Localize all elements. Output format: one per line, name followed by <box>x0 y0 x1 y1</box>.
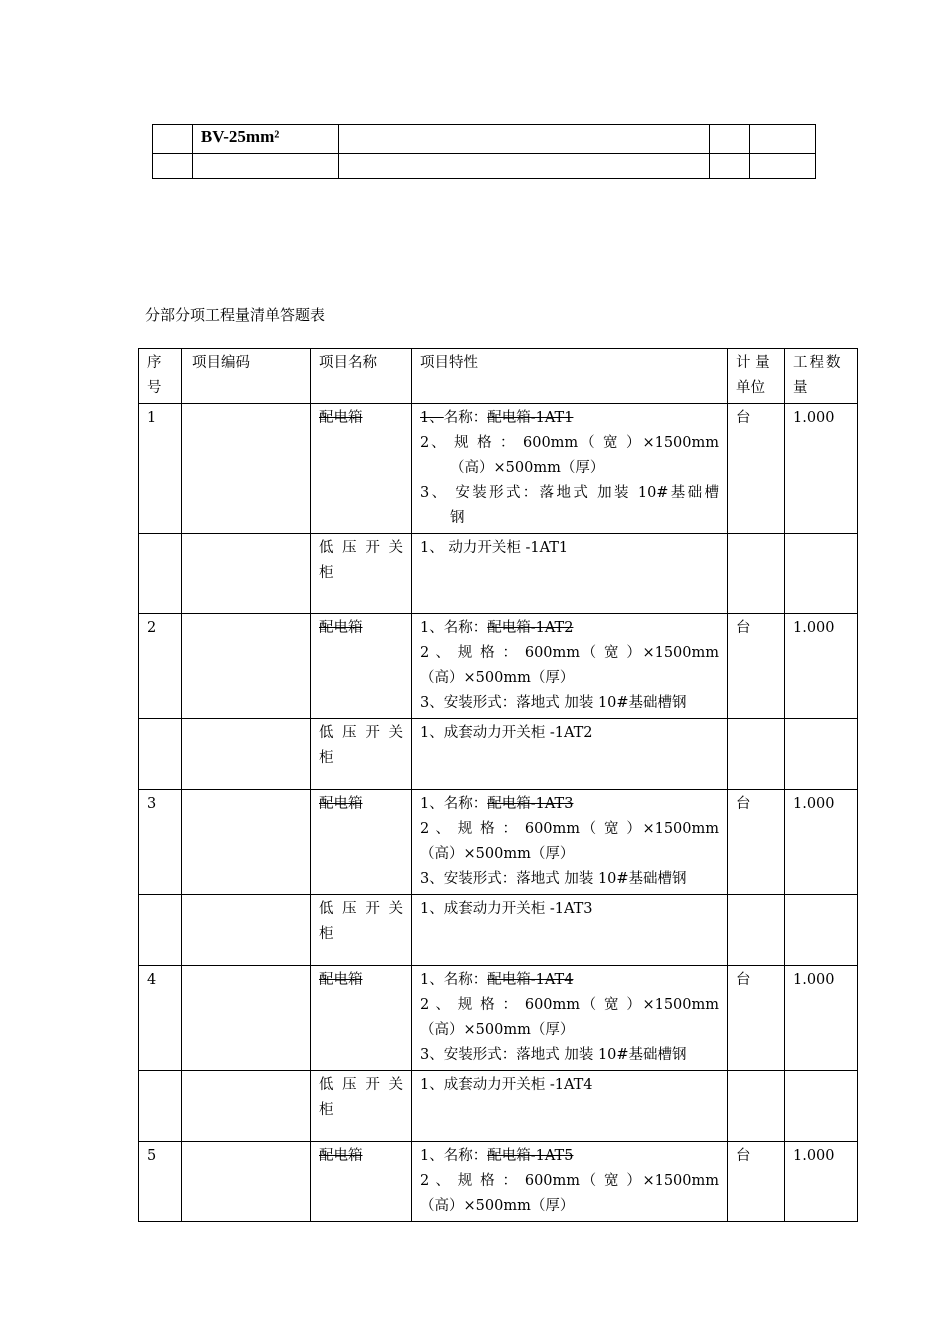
unit-cell <box>728 534 785 614</box>
name-cell: 低 压 开 关 柜 <box>311 895 412 966</box>
unit-cell: 台 <box>728 1142 785 1222</box>
unit-cell: 台 <box>728 404 785 534</box>
unit-cell: 台 <box>728 790 785 895</box>
table-row <box>139 895 858 966</box>
seq-cell: 4 <box>139 966 182 1071</box>
qty-cell: 1.000 <box>785 1142 858 1222</box>
unit-cell <box>728 1071 785 1142</box>
table-row <box>139 614 858 719</box>
table-row <box>139 1071 858 1142</box>
section-title: 分部分项工程量清单答题表 <box>145 306 326 324</box>
header-feature: 项目特性 <box>412 349 728 404</box>
code-cell <box>182 1071 311 1142</box>
name-cell: 配电箱 <box>311 614 412 719</box>
qty-cell: 1.000 <box>785 404 858 534</box>
table-row <box>139 1142 858 1222</box>
feature-cell: 1、 动力开关柜 -1AT1 <box>412 534 728 614</box>
name-cell: 低 压 开 关 柜 <box>311 719 412 790</box>
qty-cell <box>785 1071 858 1142</box>
table-row <box>139 719 858 790</box>
name-cell: 配电箱 <box>311 790 412 895</box>
table-row <box>139 534 858 614</box>
table-cell <box>153 125 193 154</box>
feature-cell: 1、名称：配电箱-1AT2 2 、 规 格 ： 600mm（ 宽 ）×1500mm （高）×500mm（厚） 3、安装形式：落地式 加装 10#基础槽钢 <box>412 614 728 719</box>
table-cell <box>750 154 816 179</box>
code-cell <box>182 404 311 534</box>
seq-cell: 2 <box>139 614 182 719</box>
unit-cell: 台 <box>728 966 785 1071</box>
code-cell <box>182 1142 311 1222</box>
seq-cell <box>139 1071 182 1142</box>
table-cell <box>750 125 816 154</box>
header-row <box>139 349 858 404</box>
seq-cell <box>139 719 182 790</box>
table-row <box>139 966 858 1071</box>
name-cell: 配电箱 <box>311 1142 412 1222</box>
table-cell: BV-25mm² <box>192 125 338 154</box>
table-row <box>153 154 816 179</box>
feature-cell: 1、名称：配电箱-1AT3 2 、 规 格 ： 600mm（ 宽 ）×1500mm （高）×500mm（厚） 3、安装形式：落地式 加装 10#基础槽钢 <box>412 790 728 895</box>
qty-cell <box>785 534 858 614</box>
header-unit: 计 量 单位 <box>728 349 785 404</box>
seq-cell <box>139 895 182 966</box>
code-cell <box>182 614 311 719</box>
table-cell <box>710 125 750 154</box>
qty-cell <box>785 719 858 790</box>
code-cell <box>182 534 311 614</box>
seq-cell: 3 <box>139 790 182 895</box>
top-fragment-table <box>152 124 816 179</box>
code-cell <box>182 895 311 966</box>
seq-cell: 5 <box>139 1142 182 1222</box>
feature-cell: 1、名称：配电箱-1AT1 2、 规 格 ： 600mm（ 宽 ）×1500mm （高）×500mm（厚） 3、 安装形式：落地式 加装 10#基础槽 钢 <box>412 404 728 534</box>
header-code: 项目编码 <box>182 349 311 404</box>
code-cell <box>182 966 311 1071</box>
unit-cell <box>728 895 785 966</box>
table-cell <box>338 125 709 154</box>
header-qty: 工程数 量 <box>785 349 858 404</box>
name-cell: 配电箱 <box>311 404 412 534</box>
header-seq: 序 号 <box>139 349 182 404</box>
table-cell <box>710 154 750 179</box>
table-row <box>153 125 816 154</box>
qty-cell <box>785 895 858 966</box>
unit-cell: 台 <box>728 614 785 719</box>
name-cell: 配电箱 <box>311 966 412 1071</box>
seq-cell <box>139 534 182 614</box>
code-cell <box>182 719 311 790</box>
feature-cell: 1、成套动力开关柜 -1AT4 <box>412 1071 728 1142</box>
qty-cell: 1.000 <box>785 966 858 1071</box>
table-row <box>139 790 858 895</box>
table-row <box>139 404 858 534</box>
name-cell: 低 压 开 关 柜 <box>311 534 412 614</box>
feature-cell: 1、成套动力开关柜 -1AT2 <box>412 719 728 790</box>
name-cell: 低 压 开 关 柜 <box>311 1071 412 1142</box>
unit-cell <box>728 719 785 790</box>
bill-of-quantities-table <box>138 348 858 1222</box>
seq-cell: 1 <box>139 404 182 534</box>
feature-cell: 1、成套动力开关柜 -1AT3 <box>412 895 728 966</box>
feature-cell: 1、名称：配电箱-1AT4 2 、 规 格 ： 600mm（ 宽 ）×1500mm （高）×500mm（厚） 3、安装形式：落地式 加装 10#基础槽钢 <box>412 966 728 1071</box>
code-cell <box>182 790 311 895</box>
feature-cell: 1、名称：配电箱-1AT5 2 、 规 格 ： 600mm（ 宽 ）×1500mm （高）×500mm（厚） <box>412 1142 728 1222</box>
table-cell <box>153 154 193 179</box>
header-name: 项目名称 <box>311 349 412 404</box>
qty-cell: 1.000 <box>785 790 858 895</box>
table-cell <box>192 154 338 179</box>
qty-cell: 1.000 <box>785 614 858 719</box>
table-cell <box>338 154 709 179</box>
